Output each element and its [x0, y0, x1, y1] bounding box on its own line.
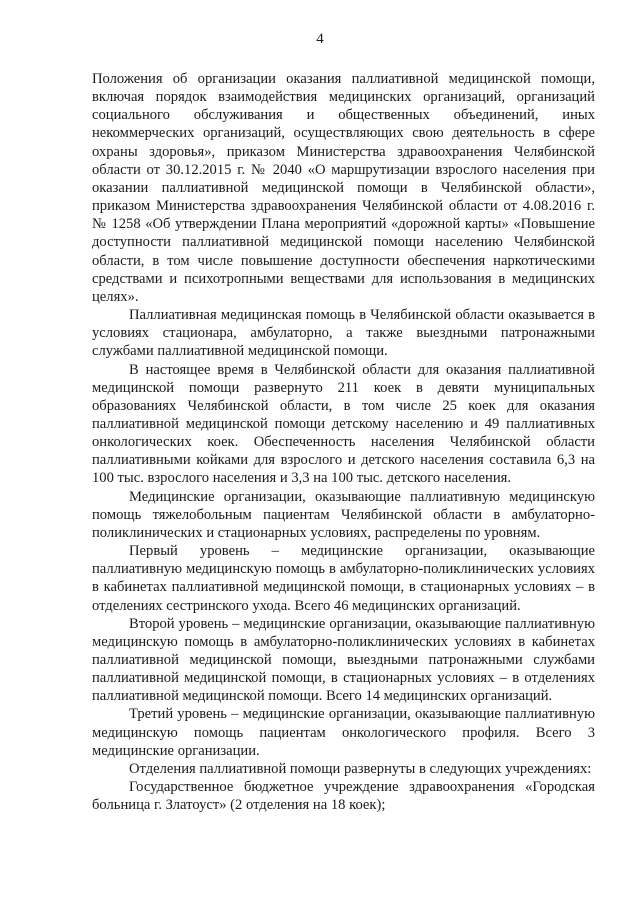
paragraph-third-level: Третий уровень – медицинские организации, оказывающие паллиативную медицинскую помощь пациентам онкологического профиля. Всего 3 медицинские организации.	[92, 706, 595, 759]
paragraph-zlatoust-hospital: Государственное бюджетное учреждение здравоохранения «Городская больница г. Златоуст» (2 отделения на 18 коек);	[92, 779, 595, 814]
paragraph-regulations-continuation: Положения об организации оказания паллиативной медицинской помощи, включая порядок взаимодействия медицинских организаций, организаций социального обслуживания и общественных объединений, иных некоммерческих организаций, осуществляющих свою деятельность в сфере охраны здоровья», приказом Министерства здравоохранения Челябинской области от 30.12.2015 г. № 2040 «О маршрутизации взрослого населения при оказании паллиативной медицинской помощи в Челябинской области», приказом Министерства здравоохранения Челябинской области от 4.08.2016 г. № 1258 «Об утверждении Плана мероприятий «дорожной карты» «Повышение доступности паллиативной медицинской помощи населению Челябинской области, в том числе повышение доступности обеспечения наркотическими средствами и психотропными веществами для использования в медицинских целях».	[92, 71, 595, 305]
page-number: 4	[316, 31, 324, 47]
paragraph-care-provision: Паллиативная медицинская помощь в Челябинской области оказывается в условиях стационара, амбулаторно, а также выездными патронажными службами паллиативной медицинской помощи.	[92, 307, 595, 360]
paragraph-levels-intro: Медицинские организации, оказывающие паллиативную медицинскую помощь тяжелобольным пациентам Челябинской области в амбулаторно-поликлинических и стационарных условиях, распределены по уровням.	[92, 488, 595, 541]
paragraph-first-level: Первый уровень – медицинские организации, оказывающие паллиативную медицинскую помощь в амбулаторно-поликлинических условиях в кабинетах паллиативной медицинской помощи, в стационарных условиях – в отделениях сестринского ухода. Всего 46 медицинских организаций.	[92, 543, 595, 614]
paragraph-departments-intro: Отделения паллиативной помощи развернуты в следующих учреждениях:	[129, 760, 592, 777]
paragraph-second-level: Второй уровень – медицинские организации, оказывающие паллиативную медицинскую помощь в амбулаторно-поликлинических условиях в кабинетах паллиативной медицинской помощи, выездными патронажными службами паллиативной медицинской помощи, в стационарных условиях – в отделениях паллиативной медицинской помощи. Всего 14 медицинских организаций.	[92, 615, 595, 705]
document-body	[92, 70, 595, 814]
paragraph-bed-capacity: В настоящее время в Челябинской области для оказания паллиативной медицинской помощи развернуто 211 коек в девяти муниципальных образованиях Челябинской области, в том числе 25 коек для оказания паллиативной медицинской помощи детскому населению и 49 паллиативных онкологических коек. Обеспеченность населения Челябинской области паллиативными койками для взрослого и детского населения составила 6,3 на 100 тыс. взрослого населения и 3,3 на 100 тыс. детского населения.	[92, 361, 595, 487]
